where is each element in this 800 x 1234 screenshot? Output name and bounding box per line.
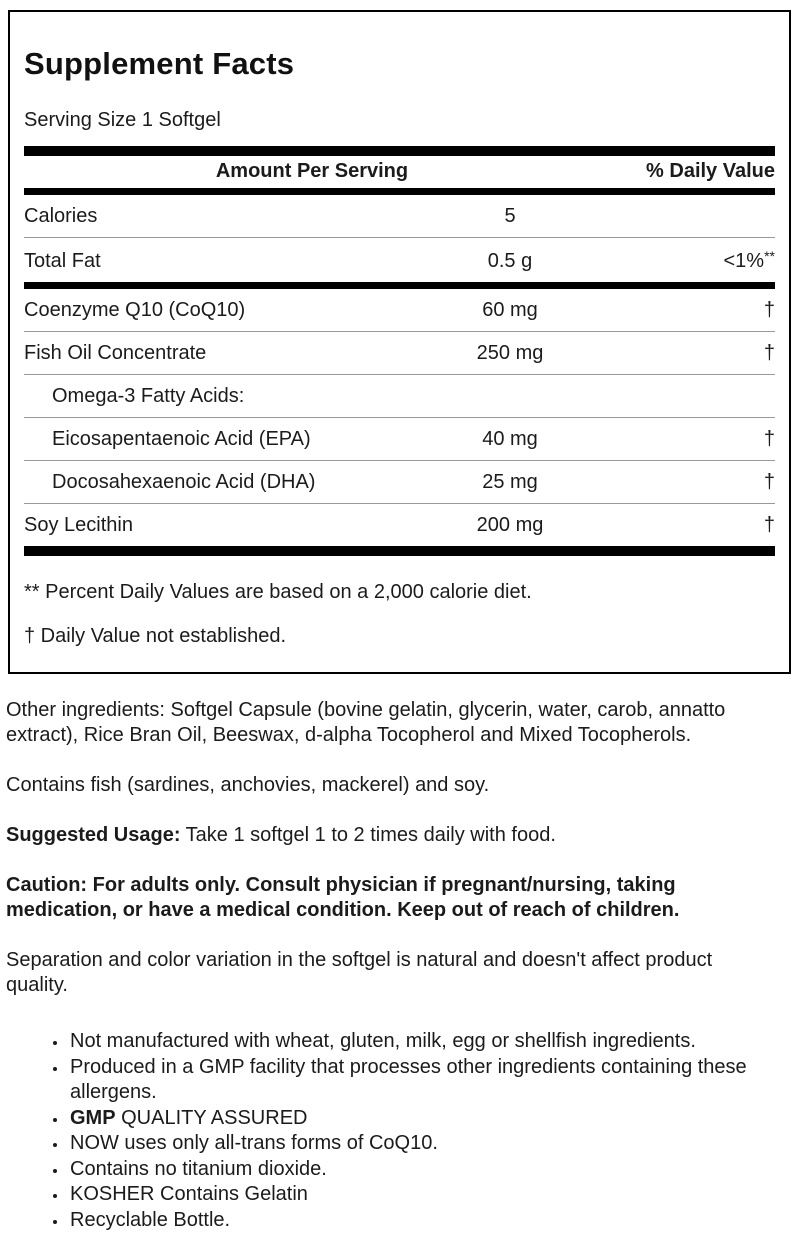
- row-amount: 25 mg: [482, 471, 538, 493]
- row-amount: 0.5 g: [487, 250, 533, 272]
- list-item: • Not manufactured with wheat, gluten, milk, egg or shellfish ingredients.: [68, 1029, 762, 1055]
- caution-paragraph: Caution: For adults only. Consult physician if pregnant/nursing, taking medication, or have a medical condition. Keep out of reach of children.: [6, 874, 680, 921]
- table-row-epa: [24, 418, 775, 460]
- supplement-facts-panel: [8, 10, 791, 674]
- row-daily-value: <1%**: [723, 248, 775, 272]
- product-notes-list: [6, 1029, 762, 1233]
- table-row-omega3-group: [24, 375, 775, 417]
- row-daily-value: †: [763, 342, 775, 364]
- row-amount: 40 mg: [482, 428, 538, 450]
- row-name: Total Fat: [24, 250, 101, 272]
- row-daily-value: †: [763, 428, 775, 450]
- divider-thick-bottom: [24, 546, 775, 556]
- row-amount: 5: [504, 205, 516, 227]
- row-amount: 250 mg: [476, 342, 544, 364]
- separation-note-paragraph: Separation and color variation in the softgel is natural and doesn't affect product quality.: [6, 949, 713, 996]
- footnote-daily-values: ** Percent Daily Values are based on a 2,000 calorie diet.: [24, 581, 532, 603]
- row-amount: 60 mg: [482, 299, 538, 321]
- header-amount-per-serving: Amount Per Serving: [215, 160, 409, 182]
- divider-thick: [24, 282, 775, 289]
- table-header-row: [24, 156, 775, 188]
- suggested-usage-label: Suggested Usage:: [6, 824, 181, 846]
- table-row-total-fat: [24, 238, 775, 282]
- row-name: Coenzyme Q10 (CoQ10): [24, 299, 246, 321]
- row-amount: 200 mg: [476, 514, 544, 536]
- row-name: Fish Oil Concentrate: [24, 342, 207, 364]
- suggested-usage-paragraph: [6, 823, 762, 848]
- table-row-dha: [24, 461, 775, 503]
- supplement-label-page: [0, 10, 800, 1233]
- row-daily-value: †: [763, 299, 775, 321]
- footnote-marker: **: [764, 248, 775, 264]
- row-name: Eicosapentaenoic Acid (EPA): [52, 428, 311, 450]
- table-row-fish-oil: [24, 332, 775, 374]
- row-daily-value: †: [763, 471, 775, 493]
- list-item: • Contains no titanium dioxide.: [68, 1157, 762, 1183]
- divider-thick-top: [24, 146, 775, 156]
- row-name: Docosahexaenoic Acid (DHA): [52, 471, 316, 493]
- serving-size: Serving Size 1 Softgel: [24, 109, 221, 131]
- row-name: Calories: [24, 205, 98, 227]
- list-item: • Produced in a GMP facility that processes other ingredients containing these allergens.: [68, 1055, 762, 1106]
- table-row-coq10: [24, 289, 775, 331]
- header-daily-value: % Daily Value: [646, 160, 775, 182]
- list-item: • Recyclable Bottle.: [68, 1208, 762, 1234]
- list-item: • NOW uses only all-trans forms of CoQ10.: [68, 1131, 762, 1157]
- list-item: • KOSHER Contains Gelatin: [68, 1182, 762, 1208]
- panel-title: Supplement Facts: [24, 46, 295, 81]
- list-item: • GMP QUALITY ASSURED: [68, 1106, 762, 1132]
- row-name: Omega-3 Fatty Acids:: [52, 385, 245, 407]
- divider-thick-under-header: [24, 188, 775, 195]
- other-ingredients-paragraph: Other ingredients: Softgel Capsule (bovine gelatin, glycerin, water, carob, annatto extract), Rice Bran Oil, Beeswax, d-alpha Tocopherol and Mixed Tocopherols.: [6, 699, 726, 746]
- footnote-dagger: † Daily Value not established.: [24, 625, 287, 647]
- table-row-calories: [24, 195, 775, 237]
- allergen-contains-paragraph: Contains fish (sardines, anchovies, mackerel) and soy.: [6, 774, 490, 796]
- label-body-copy: [6, 698, 762, 1233]
- suggested-usage-text: Take 1 softgel 1 to 2 times daily with food.: [180, 824, 556, 846]
- row-name: Soy Lecithin: [24, 514, 133, 536]
- row-daily-value: †: [763, 514, 775, 536]
- table-row-soy-lecithin: [24, 504, 775, 546]
